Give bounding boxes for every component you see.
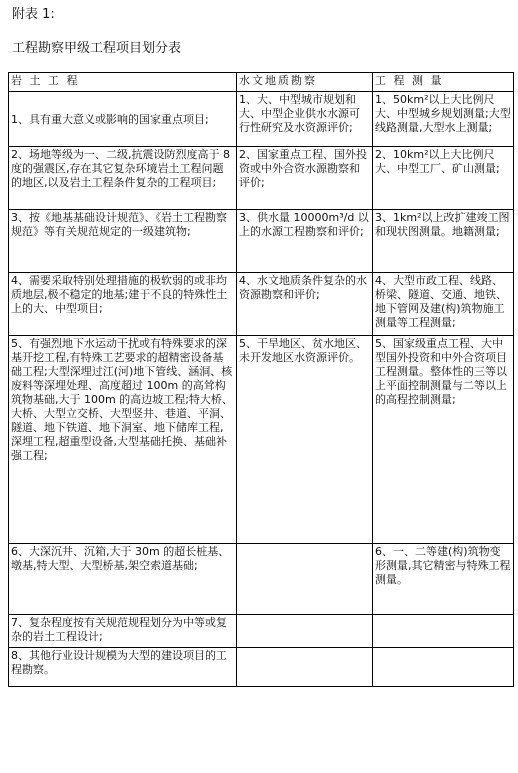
table-row [9, 648, 514, 687]
hydrogeology-cell: 1、大、中型城市规划和大、中型企业供水水源可行性研究及水资源评价; [237, 92, 373, 147]
table-row [9, 336, 514, 544]
geotechnical-cell: 5、有强烈地下水运动干扰或有特殊要求的深基开挖工程,有特殊工艺要求的超精密设备基础工程;大型深埋过江(河)地下管线、涵洞、核废料等深埋处理、高度超过 100m 的高耸构筑物基础,大于 100m 的高边坡工程;特大桥、大桥、大型立交桥、大型竖井、巷道、平洞、隧道、地下铁道、地下洞室、地下储库工程,深埋工程,超重型设备,大型基础托换、基础补强工程; [9, 336, 237, 544]
surveying-cell: 1、50km²以上大比例尺大、中型城乡规划测量;大型线路测量,大型水上测量; [373, 92, 514, 147]
hydrogeology-cell [237, 615, 373, 648]
geotechnical-cell: 4、需要采取特别处理措施的极软弱的或非均质地层,极不稳定的地基;建于不良的特殊性土上的大、中型项目; [9, 273, 237, 336]
table-row [9, 273, 514, 336]
geotechnical-cell: 6、大深沉井、沉箱,大于 30m 的超长桩基、墩基,特大型、大型桥基,架空索道基础; [9, 544, 237, 615]
hydrogeology-cell: 4、水文地质条件复杂的水资源勘察和评价; [237, 273, 373, 336]
surveying-cell [373, 648, 514, 687]
geotechnical-cell: 2、场地等级为一、二级,抗震设防烈度高于 8 度的强震区,存在其它复杂环境岩土工程问题的地区,以及岩土工程条件复杂的工程项目; [9, 147, 237, 210]
header-hydrogeology: 水文地质勘察 [237, 73, 373, 92]
surveying-cell: 2、10km²以上大比例尺大、中型工厂、矿山测量; [373, 147, 514, 210]
surveying-cell [373, 615, 514, 648]
hydrogeology-cell: 3、供水量 10000m³/d 以上的水源工程勘察和评价; [237, 210, 373, 273]
surveying-cell: 6、一、二等建(构)筑物变形测量,其它精密与特殊工程测量。 [373, 544, 514, 615]
surveying-cell: 4、大型市政工程、线路、桥梁、隧道、交通、地铁、地下管网及建(构)筑物施工测量等工程测量; [373, 273, 514, 336]
geotechnical-cell: 1、具有重大意义或影响的国家重点项目; [9, 92, 237, 147]
table-row [9, 544, 514, 615]
document-title: 工程勘察甲级工程项目划分表 [12, 41, 182, 56]
header-surveying: 工 程 测 量 [373, 73, 514, 92]
geotechnical-cell: 3、按《地基基础设计规范》、《岩土工程勘察规范》等有关规范规定的一级建筑物; [9, 210, 237, 273]
geotechnical-cell: 8、其他行业设计规模为大型的建设项目的工程勘察。 [9, 648, 237, 687]
surveying-cell: 5、国家级重点工程、大中型国外投资和中外合资项目工程测量。整体性的三等以上平面控制测量与二等以上的高程控制测量; [373, 336, 514, 544]
project-classification-table [8, 72, 514, 687]
table-row [9, 147, 514, 210]
hydrogeology-cell: 5、干旱地区、贫水地区、未开发地区水资源评价。 [237, 336, 373, 544]
hydrogeology-cell [237, 544, 373, 615]
attachment-label: 附表 1: [12, 7, 55, 22]
table-row [9, 210, 514, 273]
surveying-cell: 3、1km²以上改扩建竣工图和现状图测量。地籍测量; [373, 210, 514, 273]
hydrogeology-cell: 2、国家重点工程、国外投资或中外合资水源勘察和评价; [237, 147, 373, 210]
table-row [9, 615, 514, 648]
geotechnical-cell: 7、复杂程度按有关规范规程划分为中等或复杂的岩土工程设计; [9, 615, 237, 648]
hydrogeology-cell [237, 648, 373, 687]
table-row [9, 92, 514, 147]
table-header-row [9, 73, 514, 92]
header-geotechnical: 岩 土 工 程 [9, 73, 237, 92]
